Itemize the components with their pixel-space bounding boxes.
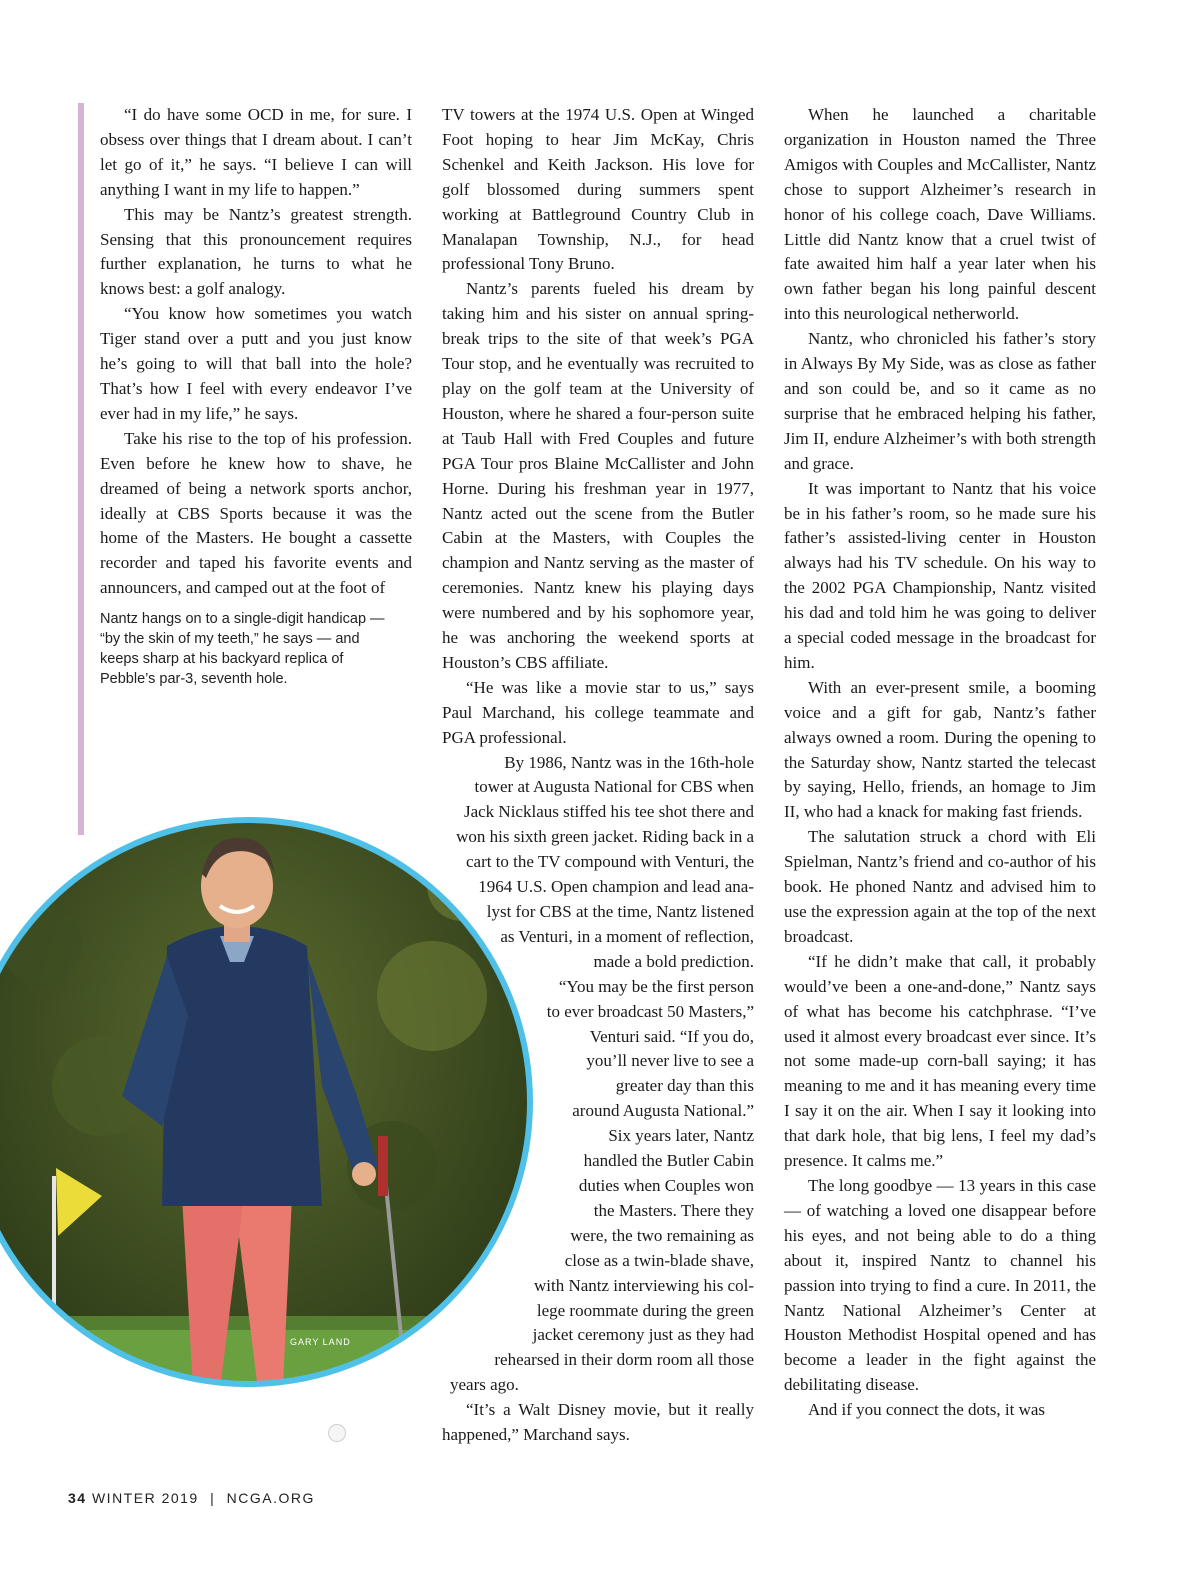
page-footer [68,1490,315,1506]
paragraph-line: were, the two remaining as [570,1225,754,1245]
column-1 [100,103,412,601]
paragraph: It was important to Nantz that his voice be in his father’s room, so he made sure his father’s assisted-living center in Houston always had his TV schedule. On his way to the 2002 PGA Championship, Nantz visited his dad and told him he was going to deliver a special coded message in the broadcast for him. [784,478,1096,672]
paragraph-line: to ever broadcast 50 Masters,” [546,1001,754,1021]
paragraph: TV towers at the 1974 U.S. Open at Winged Foot hoping to hear Jim McKay, Chris Schenkel and Keith Jackson. His love for golf blossomed during summers spent working at Battleground Country Club in Manalapan Township, N.J., for head professional Tony Bruno. [442,105,754,274]
paragraph-line: Venturi said. “If you do, [589,1026,754,1046]
paragraph-line: won his sixth green jacket. Riding back in a [456,827,754,847]
paragraph: This may be Nantz’s greatest strength. Sensing that this pronouncement requires further explanation, he turns to what he knows best: a golf analogy. [100,204,412,299]
paragraph: Take his rise to the top of his profession. Even before he knew how to shave, he dreamed of being a network sports anchor, ideally at CBS Sports because it was the home of the Masters. He bought a cassette recorder and taped his favorite events and announcers, and camped out at the foot of [100,428,412,598]
paragraph-line: lyst for CBS at the time, Nantz listened [486,902,754,921]
paragraph-line: around Augusta National.” [572,1101,754,1121]
accent-bar [78,103,84,835]
paragraph-line: duties when Couples won [578,1175,754,1195]
paragraph-line: the Masters. There they [593,1200,754,1220]
paragraph: Nantz’s parents fueled his dream by taking him and his sister on annual spring-break trips to the site of that week’s PGA Tour stop, and he eventually was recruited to play on the golf team at the University of Houston, where he shared a four-person suite at Taub Hall with Fred Couples and future PGA Tour pros Blaine McCallister and John Horne. During his freshman year in 1977, Nantz acted out the scene from the Butler Cabin at the Masters, with Couples the champion and Nantz serving as the master of ceremonies. Nantz knew his playing days were numbered and by his sophomore year, he was anchoring the weekend sports at Houston’s CBS affiliate. [442,279,754,672]
paragraph-line: cart to the TV compound with Venturi, the [465,852,754,872]
paragraph: With an ever-present smile, a booming voice and a gift for gab, Nantz’s father always owned a room. During the opening to the Saturday show, Nantz started the telecast by saying, Hello, friends, an homage to Jim II, who had a knack for making fast friends. [784,677,1096,822]
paragraph-line: greater day than this [615,1076,754,1096]
page-number: 34 [68,1490,87,1506]
paragraph: “If he didn’t make that call, it probably would’ve been a one-and-done,” Nantz says of what has become his catchphrase. “I’ve used it almost every broadcast ever since. It’s not some made-up corn-ball saying; it has meaning to me and it has meaning every time I say it on the air. When I say it looking into that dark hole, that big lens, I feel my dad’s presence. It calms me.” [784,951,1096,1171]
paragraph: “He was like a movie star to us,” says Paul Marchand, his college teammate and PGA professional. [442,677,754,747]
paragraph-line: tower at Augusta National for CBS when [474,777,754,797]
column-3 [784,103,1096,1423]
paragraph-line: years ago. [450,1375,519,1395]
site-link[interactable]: NCGA.ORG [226,1490,315,1506]
paragraph-line: with Nantz interviewing his col- [533,1275,754,1295]
paragraph-line: lege roommate during the green [536,1300,754,1320]
paragraph: The salutation struck a chord with Eli Spielman, Nantz’s friend and co-author of his book. He phoned Nantz and advised him to use the expression again at the top of the next broadcast. [784,827,1096,946]
paragraph-line: Six years later, Nantz [608,1126,754,1146]
issue-label: WINTER 2019 [91,1490,199,1506]
paragraph-line: as Venturi, in a moment of reflection, [500,926,754,946]
footer-separator: | [210,1490,216,1506]
paragraph: The long goodbye — 13 years in this case — of watching a loved one disappear before his eyes, and not being able to do a thing about it, inspired Nantz to channel his passion into trying to find a cure. In 2011, the Nantz National Alzheimer’s Center at Houston Methodist Hospital opened and has become a leader in the fight against the debilitating disease. [784,1175,1096,1395]
paragraph-line: handled the Butler Cabin [583,1151,754,1171]
paragraph-line: 1964 U.S. Open champion and lead ana- [478,877,754,897]
paragraph-line: Jack Nicklaus stiffed his tee shot there and [463,802,754,822]
paragraph-line: “You may be the first person [558,976,754,996]
paragraph-line: By 1986, Nantz was in the 16th-hole [504,752,754,772]
paragraph-line: close as a twin-blade shave, [564,1250,754,1270]
photo-caption: Nantz hangs on to a single-digit handicap — “by the skin of my teeth,” he says — and keeps sharp at his backyard replica of Pebble’s par-3, seventh hole. [100,611,385,687]
paragraph: “You know how sometimes you watch Tiger stand over a putt and you just know he’s going to will that ball into the hole? That’s how I feel with every endeavor I’ve ever had in my life,” he says. [100,304,412,423]
paragraph: “It’s a Walt Disney movie, but it really happened,” Marchand says. [442,1400,754,1445]
paragraph-line: made a bold prediction. [593,951,754,971]
paragraph: Nantz, who chronicled his father’s story in Always By My Side, was as close as father and son could be, and so it came as no surprise that he embraced helping his father, Jim II, endure Alzheimer’s with both strength and grace. [784,329,1096,473]
paragraph-line: jacket ceremony just as they had [532,1325,754,1345]
photo-credit: GARY LAND [290,1337,351,1347]
paragraph-line: you’ll never live to see a [586,1051,754,1071]
paragraph: And if you connect the dots, it was [808,1400,1046,1420]
golf-ball [328,1424,346,1442]
column-2 [442,103,754,1448]
paragraph: “I do have some OCD in me, for sure. I obsess over things that I dream about. I can’t let go of it,” he says. “I believe I can will anything I want in my life to happen.” [100,105,412,199]
paragraph: When he launched a charitable organization in Houston named the Three Amigos with Couples and McCallister, Nantz chose to support Alzheimer’s research in honor of his college coach, Dave Williams. Little did Nantz know that a cruel twist of fate awaited him half a year later when his own father began his long painful descent into this neurological netherworld. [784,105,1096,324]
paragraph-line: rehearsed in their dorm room all those [494,1350,754,1370]
